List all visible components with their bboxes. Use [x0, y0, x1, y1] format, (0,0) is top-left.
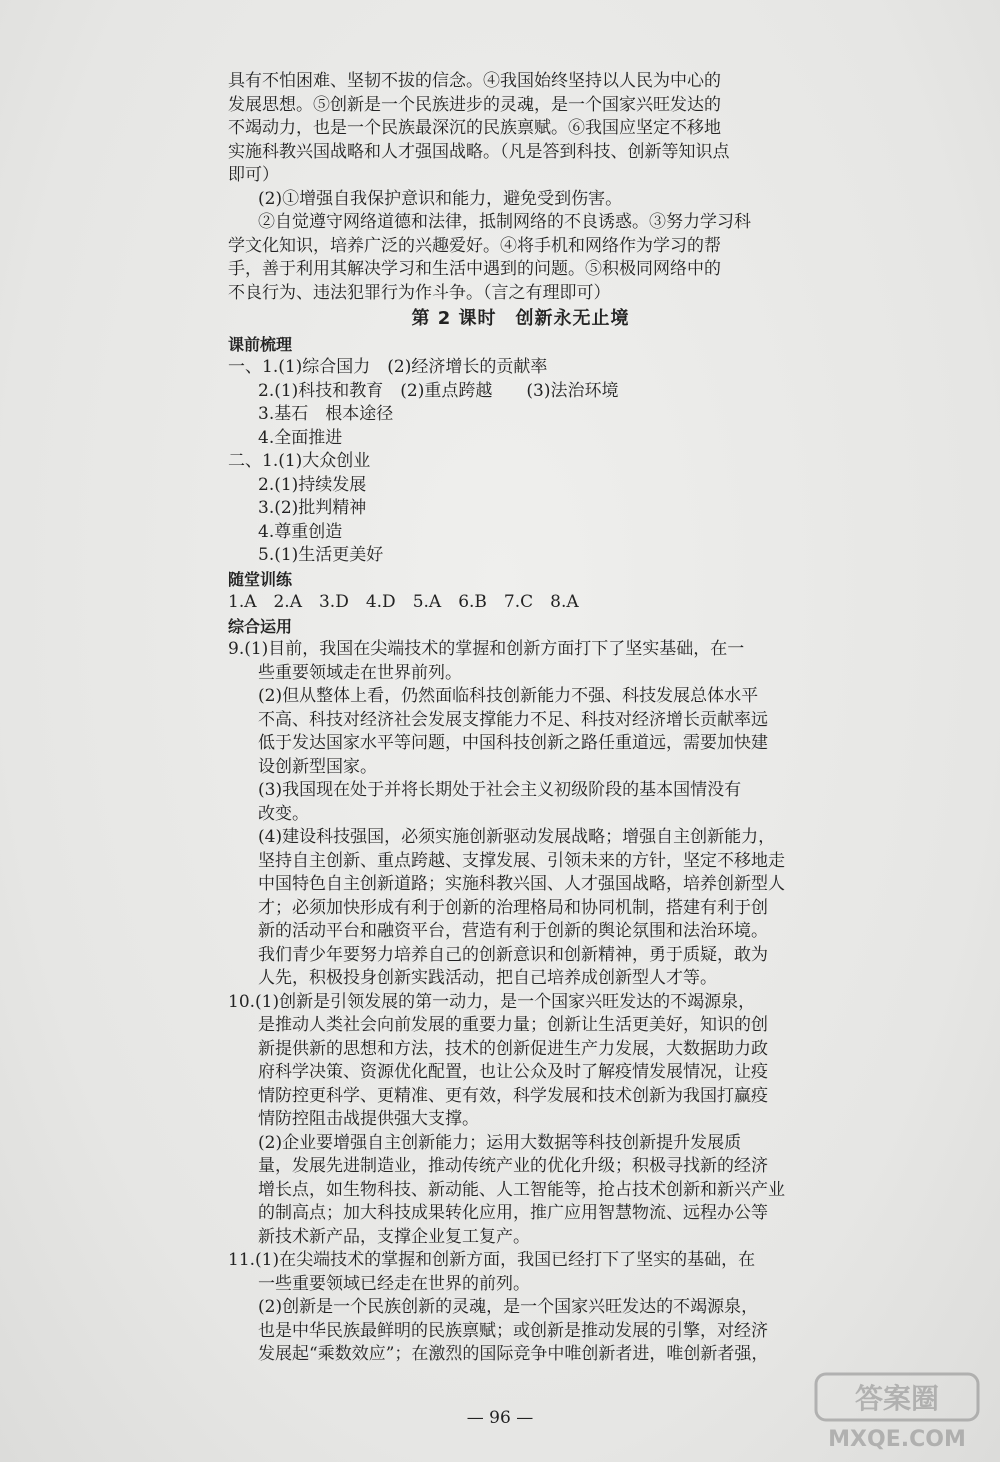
- answer-line: 4.尊重创造: [258, 521, 343, 542]
- answer-line: 2.(1)持续发展: [258, 474, 367, 495]
- answer-line: 5.(1)生活更美好: [258, 545, 384, 565]
- answer-line: 一、1.(1)综合国力 (2)经济增长的贡献率: [228, 357, 548, 377]
- q10-line: 情防控更科学、更精准、更有效，科学发展和技术创新为我国打赢疫: [258, 1085, 768, 1106]
- q11-line: 发展起“乘数效应”；在激烈的国际竞争中唯创新者进，唯创新者强，: [258, 1344, 769, 1364]
- text-line: 不良行为、违法犯罪行为作斗争。（言之有理即可）: [228, 282, 611, 303]
- section-heading-zhyy: 综合运用: [228, 616, 293, 636]
- q9-line: 些重要领域走在世界前列。: [258, 662, 462, 683]
- q10-line: 的制高点；加大科技成果转化应用，推广应用智慧物流、远程办公等: [258, 1203, 768, 1223]
- q10-line: 量，发展先进制造业，推动传统产业的优化升级；积极寻找新的经济: [258, 1156, 768, 1176]
- q9-line: 中国特色自主创新道路；实施科教兴国、人才强国战略，培养创新型人: [258, 874, 785, 894]
- q10-line: 府科学决策、资源优化配置，也让公众及时了解疫情发展情况，让疫: [258, 1062, 768, 1082]
- watermark-text: MXQE.COM: [828, 1427, 966, 1452]
- q10-line: 新提供新的思想和方法，技术的创新促进生产力发展，大数据助力政: [258, 1038, 768, 1059]
- section-heading-stxl: 随堂训练: [228, 569, 293, 589]
- q9-line: 不高、科技对经济社会发展支撑能力不足、科技对经济增长贡献率远: [258, 709, 768, 730]
- text-line: 发展思想。⑤创新是一个民族进步的灵魂，是一个国家兴旺发达的: [228, 94, 721, 115]
- text-line: ②自觉遵守网络道德和法律，抵制网络的不良诱惑。③努力学习科: [258, 212, 751, 232]
- q10-line: (2)企业要增强自主创新能力；运用大数据等科技创新提升发展质: [258, 1132, 742, 1153]
- q10-line: 增长点，如生物科技、新动能、人工智能等，抢占技术创新和新兴产业: [258, 1179, 785, 1200]
- section-heading-kqsl: 课前梳理: [228, 334, 293, 354]
- q9-line: (2)但从整体上看，仍然面临科技创新能力不强、科技发展总体水平: [258, 686, 759, 706]
- text-line: 具有不怕困难、坚韧不拔的信念。④我国始终坚持以人民为中心的: [228, 71, 721, 91]
- q11-line: 也是中华民族最鲜明的民族禀赋；或创新是推动发展的引擎，对经济: [258, 1320, 768, 1341]
- q9-line: (3)我国现在处于并将长期处于社会主义初级阶段的基本国情没有: [258, 780, 742, 800]
- q10-line: 10.(1)创新是引领发展的第一动力，是一个国家兴旺发达的不竭源泉，: [228, 991, 756, 1012]
- text-line: 实施科教兴国战略和人才强国战略。（凡是答到科技、创新等知识点: [228, 141, 730, 162]
- text-line: 手，善于利用其解决学习和生活中遇到的问题。⑤积极同网络中的: [228, 259, 721, 279]
- document-body: [228, 70, 813, 1367]
- q10-line: 是推动人类社会向前发展的重要力量；创新让生活更美好，知识的创: [258, 1015, 768, 1035]
- multiple-choice-answers: 1.A 2.A 3.D 4.D 5.A 6.B 7.C 8.A: [228, 592, 579, 612]
- watermark-logo-icon: [812, 1368, 982, 1428]
- answer-line: 2.(1)科技和教育 (2)重点跨越 (3)法治环境: [258, 380, 619, 401]
- text-line: (2)①增强自我保护意识和能力，避免受到伤害。: [258, 188, 623, 209]
- answer-line: 3.(2)批判精神: [258, 498, 367, 518]
- q9-line: 坚持自主创新、重点跨越、支撑发展、引领未来的方针，坚定不移地走: [258, 850, 785, 871]
- q11-line: (2)创新是一个民族创新的灵魂，是一个国家兴旺发达的不竭源泉，: [258, 1297, 759, 1317]
- q9-line: 改变。: [258, 803, 309, 824]
- text-line: 学文化知识，培养广泛的兴趣爱好。④将手机和网络作为学习的帮: [228, 235, 721, 256]
- q9-line: 设创新型国家。: [258, 756, 377, 777]
- text-line: 即可）: [228, 165, 279, 185]
- q9-line: 9.(1)目前，我国在尖端技术的掌握和创新方面打下了坚实基础，在一: [228, 639, 745, 659]
- page-number: — 96 —: [466, 1408, 534, 1428]
- q9-line: 我们青少年要努力培养自己的创新意识和创新精神，勇于质疑，敢为: [258, 944, 768, 965]
- answer-line: 二、1.(1)大众创业: [228, 451, 371, 471]
- q9-line: (4)建设科技强国，必须实施创新驱动发展战略；增强自主创新能力，: [258, 827, 776, 847]
- lesson-title: 第 2 课时 创新永无止境: [411, 308, 630, 329]
- q9-line: 低于发达国家水平等问题，中国科技创新之路任重道远，需要加快建: [258, 733, 768, 753]
- text-line: 不竭动力，也是一个民族最深沉的民族禀赋。⑥我国应坚定不移地: [228, 118, 721, 138]
- q10-line: 情防控阻击战提供强大支撑。: [258, 1109, 479, 1129]
- answer-line: 3.基石 根本途径: [258, 404, 394, 424]
- watermark-logo-text: 答案圈: [854, 1382, 940, 1415]
- q9-line: 人先，积极投身创新实践活动，把自己培养成创新型人才等。: [258, 968, 717, 988]
- q11-line: 一些重要领域已经走在世界的前列。: [258, 1273, 530, 1294]
- watermark: [812, 1368, 982, 1452]
- q10-line: 新技术新产品，支撑企业复工复产。: [258, 1226, 530, 1247]
- q9-line: 才；必须加快形成有利于创新的治理格局和协同机制，搭建有利于创: [258, 897, 768, 918]
- q9-line: 新的活动平台和融资平台，营造有利于创新的舆论氛围和法治环境。: [258, 921, 768, 941]
- answer-line: 4.全面推进: [258, 427, 343, 448]
- q11-line: 11.(1)在尖端技术的掌握和创新方面，我国已经打下了坚实的基础，在: [228, 1250, 756, 1270]
